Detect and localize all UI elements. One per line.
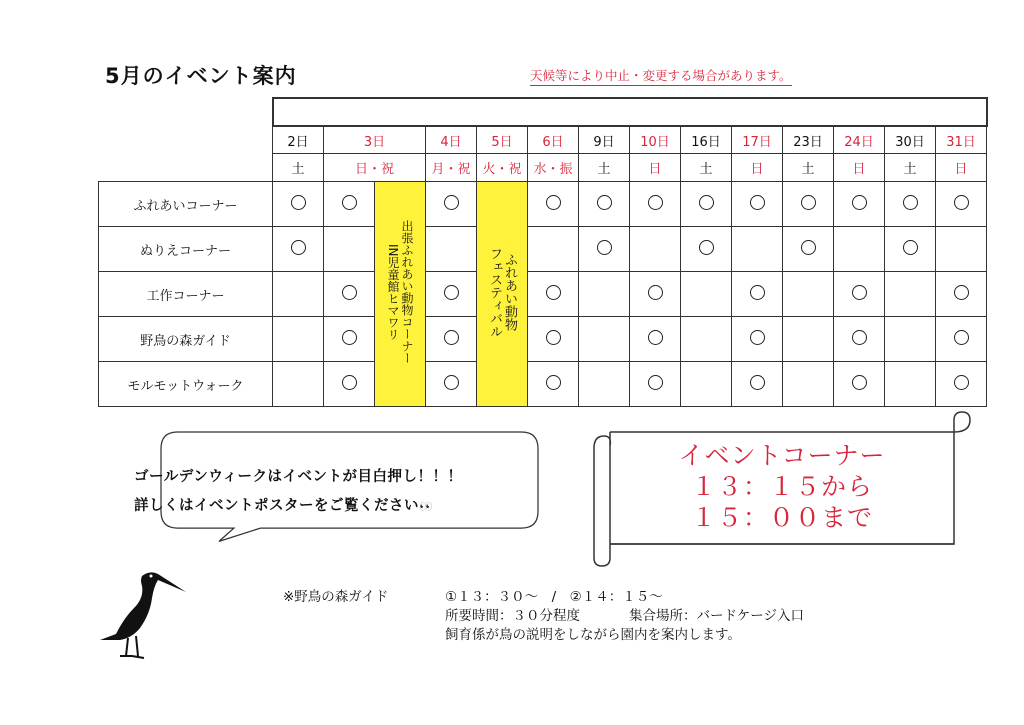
date-cell: 6日 [528, 126, 579, 154]
schedule-cell [936, 182, 987, 227]
schedule-cell [528, 272, 579, 317]
date-cell: 23日 [783, 126, 834, 154]
schedule-cell [681, 227, 732, 272]
event-start-time: １３：１５から [690, 472, 873, 501]
date-cell: 4日 [426, 126, 477, 154]
activity-row [99, 182, 987, 227]
header-bar [273, 98, 987, 126]
available-circle-icon [546, 375, 561, 390]
header-bar-row [99, 98, 987, 126]
available-circle-icon [852, 330, 867, 345]
available-circle-icon [801, 195, 816, 210]
weather-notice: 天候等により中止・変更する場合があります。 [530, 66, 792, 86]
guide-times: ①１３：３０～ / ②１４：１５～ [445, 589, 663, 605]
schedule-cell [936, 227, 987, 272]
schedule-cell [630, 182, 681, 227]
available-circle-icon [750, 195, 765, 210]
available-circle-icon [954, 375, 969, 390]
schedule-cell [936, 272, 987, 317]
available-circle-icon [750, 330, 765, 345]
schedule-cell [834, 182, 885, 227]
available-circle-icon [648, 195, 663, 210]
schedule-cell [579, 182, 630, 227]
date-cell: 31日 [936, 126, 987, 154]
weekday-cell: 土 [783, 154, 834, 182]
schedule-cell [885, 317, 936, 362]
schedule-cell [681, 182, 732, 227]
schedule-cell [783, 317, 834, 362]
schedule-cell [732, 272, 783, 317]
date-cell: 9日 [579, 126, 630, 154]
date-cell: 30日 [885, 126, 936, 154]
schedule-cell [426, 317, 477, 362]
schedule-cell [834, 227, 885, 272]
available-circle-icon [648, 285, 663, 300]
schedule-cell [630, 317, 681, 362]
available-circle-icon [954, 195, 969, 210]
schedule-cell [579, 272, 630, 317]
schedule-cell [834, 362, 885, 407]
weekday-cell: 日 [936, 154, 987, 182]
weekday-cell: 日・祝 [324, 154, 426, 182]
date-cell: 17日 [732, 126, 783, 154]
schedule-cell [834, 272, 885, 317]
schedule-cell [885, 182, 936, 227]
available-circle-icon [750, 375, 765, 390]
activity-row [99, 362, 987, 407]
weekday-cell: 水・振 [528, 154, 579, 182]
schedule-cell [732, 227, 783, 272]
event-corner-times [612, 440, 952, 533]
available-circle-icon [546, 195, 561, 210]
available-circle-icon [750, 285, 765, 300]
available-circle-icon [342, 330, 357, 345]
schedule-cell [273, 317, 324, 362]
date-cell: 5日 [477, 126, 528, 154]
activity-name: 野鳥の森ガイド [99, 317, 273, 362]
weekday-cell: 土 [579, 154, 630, 182]
schedule-cell [681, 362, 732, 407]
schedule-cell [681, 317, 732, 362]
schedule-cell [273, 272, 324, 317]
empty-corner [99, 126, 273, 154]
date-cell: 2日 [273, 126, 324, 154]
activity-name: 工作コーナー [99, 272, 273, 317]
schedule-cell [783, 272, 834, 317]
weekday-cell: 日 [834, 154, 885, 182]
available-circle-icon [954, 285, 969, 300]
schedule-cell [528, 362, 579, 407]
schedule-cell [630, 362, 681, 407]
heron-silhouette-icon [98, 568, 188, 660]
available-circle-icon [444, 285, 459, 300]
schedule-cell [324, 272, 375, 317]
available-circle-icon [291, 240, 306, 255]
available-circle-icon [291, 195, 306, 210]
special-event-5th [477, 182, 528, 407]
bubble-text [134, 463, 463, 521]
schedule-cell [579, 317, 630, 362]
guide-meeting-place: 集合場所：バードケージ入口 [629, 608, 804, 624]
available-circle-icon [699, 195, 714, 210]
event-corner-title: イベントコーナー [678, 441, 886, 470]
schedule-cell [426, 272, 477, 317]
bird-guide-info [283, 588, 804, 645]
date-cell: 24日 [834, 126, 885, 154]
available-circle-icon [903, 240, 918, 255]
guide-description: 飼育係が鳥の説明をしながら園内を案内します。 [445, 627, 741, 643]
weekday-cell: 土 [681, 154, 732, 182]
available-circle-icon [597, 195, 612, 210]
available-circle-icon [342, 195, 357, 210]
activity-name: ぬりえコーナー [99, 227, 273, 272]
available-circle-icon [546, 285, 561, 300]
schedule-cell [579, 227, 630, 272]
schedule-cell [885, 362, 936, 407]
date-cell: 3日 [324, 126, 426, 154]
weekday-row [99, 154, 987, 182]
available-circle-icon [954, 330, 969, 345]
guide-duration: 所要時間：３０分程度 [445, 608, 580, 624]
eyes-icon: 👀 [419, 500, 434, 513]
schedule-cell [681, 272, 732, 317]
schedule-cell [528, 227, 579, 272]
event-end-time: １５：００まで [690, 503, 873, 532]
available-circle-icon [852, 285, 867, 300]
schedule-cell [834, 317, 885, 362]
schedule-cell [579, 362, 630, 407]
dates-row [99, 126, 987, 154]
schedule-cell [783, 182, 834, 227]
available-circle-icon [648, 375, 663, 390]
available-circle-icon [903, 195, 918, 210]
schedule-cell [528, 317, 579, 362]
available-circle-icon [444, 195, 459, 210]
available-circle-icon [801, 240, 816, 255]
schedule-cell [273, 227, 324, 272]
date-cell: 10日 [630, 126, 681, 154]
schedule-cell [324, 317, 375, 362]
available-circle-icon [444, 330, 459, 345]
date-cell: 16日 [681, 126, 732, 154]
special-event-3rd-text: 出張ふれあい動物コーナー IN児童館ヒマワリ [386, 220, 414, 364]
available-circle-icon [597, 240, 612, 255]
weekday-cell: 日 [630, 154, 681, 182]
schedule-cell [324, 227, 375, 272]
empty-corner [99, 98, 273, 126]
page-title: 5月のイベント案内 [105, 64, 297, 88]
weekday-cell: 日 [732, 154, 783, 182]
activity-row [99, 272, 987, 317]
empty-corner [99, 154, 273, 182]
schedule-cell [732, 362, 783, 407]
available-circle-icon [699, 240, 714, 255]
schedule-cell [426, 182, 477, 227]
schedule-cell [630, 272, 681, 317]
schedule-cell [783, 362, 834, 407]
special-event-5th-text: ふれあい動物 フェスティバル [487, 246, 517, 338]
bubble-line-2: 詳しくはイベントポスターをご覧ください [134, 498, 419, 514]
schedule-cell [324, 362, 375, 407]
schedule-cell [936, 317, 987, 362]
schedule-cell [732, 182, 783, 227]
available-circle-icon [444, 375, 459, 390]
schedule-cell [273, 362, 324, 407]
schedule-cell [783, 227, 834, 272]
available-circle-icon [546, 330, 561, 345]
available-circle-icon [852, 375, 867, 390]
available-circle-icon [342, 375, 357, 390]
activity-row [99, 317, 987, 362]
activity-row [99, 227, 987, 272]
schedule-cell [885, 227, 936, 272]
schedule-cell [426, 362, 477, 407]
available-circle-icon [852, 195, 867, 210]
schedule-cell [732, 317, 783, 362]
activity-name: モルモットウォーク [99, 362, 273, 407]
event-schedule-table [98, 97, 988, 407]
weekday-cell: 土 [273, 154, 324, 182]
schedule-cell [426, 227, 477, 272]
schedule-cell [273, 182, 324, 227]
schedule-cell [630, 227, 681, 272]
schedule-cell [324, 182, 375, 227]
special-event-3rd [375, 182, 426, 407]
guide-label: ※野鳥の森ガイド [283, 589, 389, 605]
available-circle-icon [648, 330, 663, 345]
weekday-cell: 火・祝 [477, 154, 528, 182]
schedule-cell [936, 362, 987, 407]
weekday-cell: 月・祝 [426, 154, 477, 182]
bubble-line-1: ゴールデンウィークはイベントが目白押し！！！ [134, 469, 463, 485]
weekday-cell: 土 [885, 154, 936, 182]
schedule-cell [885, 272, 936, 317]
available-circle-icon [342, 285, 357, 300]
activity-name: ふれあいコーナー [99, 182, 273, 227]
schedule-cell [528, 182, 579, 227]
